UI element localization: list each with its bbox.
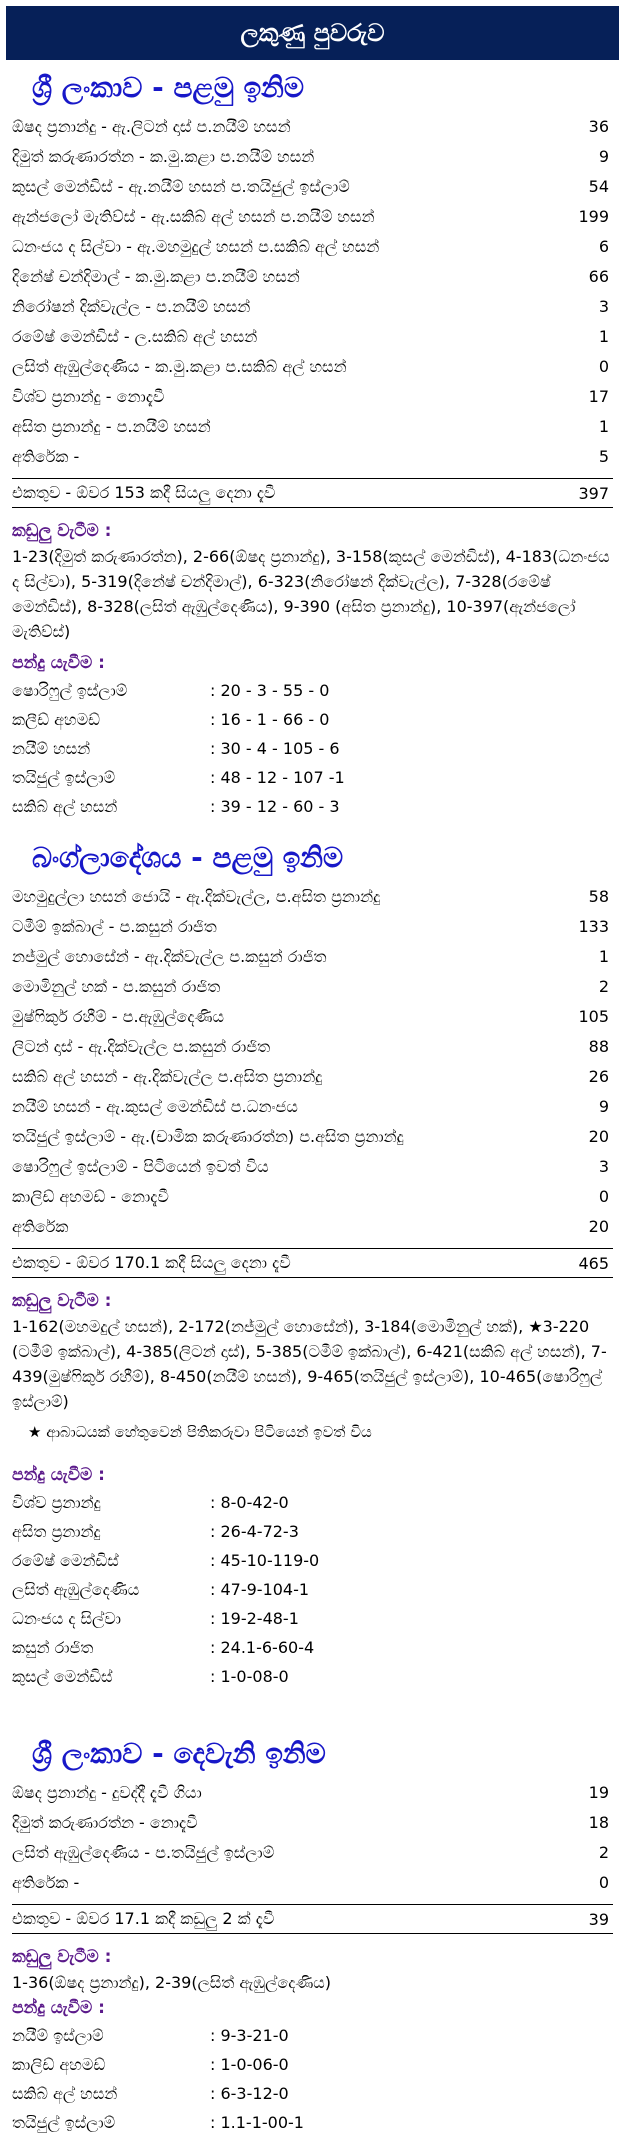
- innings-1: [12, 72, 613, 821]
- batting-row: ඕෂද ප්‍රනාන්දු - දුවද්දී දැවී ගියා 19: [12, 1783, 609, 1802]
- retired-hurt-note: ★ ආබාධයක් හේතුවෙන් පිතිකරුවා පිටියෙන් ඉවත් විය: [28, 1423, 372, 1441]
- bowling-heading: පන්දු යැවීම :: [12, 653, 105, 673]
- bowling-row: නයීම් ඉස්ලාම් : 9-3-21-0: [12, 2026, 289, 2045]
- innings-title: බංග්ලාදේශය - පළමු ඉනිම: [32, 841, 344, 874]
- scorecard-header: [6, 6, 619, 60]
- total-row: එකතුව - ඕවර 170.1 කදී සියලු දෙනා දැවී 465: [12, 1248, 613, 1278]
- batting-row: මහමුදුල්ලා හසන් ජොයි - ඇ.දික්වැල්ල, ප.අසිත ප්‍රනාන්දු 58: [12, 887, 609, 906]
- bowling-list: [12, 1488, 613, 1691]
- extras-row: අතිරේක - 0: [12, 1873, 609, 1892]
- innings-title: ශ්‍රී ලංකාව - පළමු ඉනිම: [32, 71, 305, 104]
- fall-of-wickets: 1-162(මහමදුල් හසන්), 2-172(නජ්මුල් හොසේන්), 3-184(මොමිනුල් හක්), ★3-220 (ටමීම් ඉක්බාල්), 4-385(ලිටන් දාස්), 5-385(ටමීම් ඉක්බාල්), 6-421(සකිබ් අල් හසන්), 7-439(මුෂ්ෆිකුර් රහීම්), 8-450(නයීම් හසන්), 9-465(තයිජුල් ඉස්ලාම්), 10-465(ෂොරිෆුල් ඉස්ලාම්): [12, 1317, 607, 1411]
- batting-row: ධනංජය ද සිල්වා - ඇ.මහමුදුල් හසන් ප.සකිබ් අල් හසන් 6: [12, 237, 609, 256]
- batting-row: ලසිත් ඇඹුල්දෙණිය - ප.තයිජුල් ඉස්ලාම් 2: [12, 1843, 609, 1862]
- fall-of-wickets: 1-36(ඕෂද ප්‍රනාන්දු), 2-39(ලසිත් ඇඹුල්දෙණිය): [12, 1973, 332, 1992]
- bowling-row: ෂොරිෆුල් ඉස්ලාම් : 20 - 3 - 55 - 0: [12, 681, 330, 700]
- bowling-row: සකිබ් අල් හසන් : 39 - 12 - 60 - 3: [12, 797, 340, 816]
- batting-row: මොමිනුල් හක් - ප.කසුන් රාජිත 2: [12, 977, 609, 996]
- batting-row: ඇන්ජලෝ මැතිව්ස් - ඇ.සකිබ් අල් හසන් ප.නයීම් හසන් 199: [12, 207, 609, 226]
- bowling-row: අසිත ප්‍රනාන්දු : 26-4-72-3: [12, 1522, 299, 1541]
- batting-row: කාලිඩ් අහමඩ් - නොදැවී 0: [12, 1187, 609, 1206]
- batting-list: [12, 1778, 613, 1898]
- innings-title: ශ්‍රී ලංකාව - දෙවැනි ඉනිම: [32, 1737, 326, 1770]
- batting-row: විශ්ව ප්‍රනාන්දු - නොදැවී 17: [12, 387, 609, 406]
- batting-row: නජ්මුල් හොසේන් - ඇ.දික්වැල්ල ප.කසුන් රාජිත 1: [12, 947, 609, 966]
- batting-row: දිමුත් කරුණාරත්න - නොදැවී 18: [12, 1813, 609, 1832]
- bowling-row: තයිජුල් ඉස්ලාම් : 1.1-1-00-1: [12, 2113, 304, 2132]
- bowling-row: කුසල් මෙන්ඩිස් : 1-0-08-0: [12, 1667, 289, 1686]
- batting-row: රමේෂ් මෙන්ඩිස් - ල.සකිබ් අල් හසන් 1: [12, 327, 609, 346]
- total-row: එකතුව - ඕවර 17.1 කදී කඩුලු 2 ක් දැවී 39: [12, 1904, 613, 1934]
- batting-list: [12, 112, 613, 472]
- fow-heading: කඩුලු වැටීම :: [12, 521, 112, 541]
- batting-row: ලිටන් දාස් - ඇ.දික්වැල්ල ප.කසුන් රාජිත 88: [12, 1037, 609, 1056]
- bowling-heading: පන්දු යැවීම :: [12, 1465, 105, 1485]
- batting-row: නිරෝෂන් දික්වැල්ල - ප.නයීම් හසන් 3: [12, 297, 609, 316]
- bowling-row: රමේෂ් මෙන්ඩිස් : 45-10-119-0: [12, 1551, 320, 1570]
- innings-2: [12, 842, 613, 1691]
- bowling-row: නයීම් හසන් : 30 - 4 - 105 - 6: [12, 739, 340, 758]
- bowling-row: විශ්ව ප්‍රනාන්දු : 8-0-42-0: [12, 1493, 289, 1512]
- total-row: එකතුව - ඕවර 153 කදී සියලු දෙනා දැවී 397: [12, 478, 613, 508]
- batting-row: කුසල් මෙන්ඩිස් - ඇ.නයීම් හසන් ප.තයිජුල් ඉස්ලාම් 54: [12, 177, 609, 196]
- batting-row: අසිත ප්‍රනාන්දු - ප.නයීම් හසන් 1: [12, 417, 609, 436]
- bowling-row: කලීඩ් අහමඩ් : 16 - 1 - 66 - 0: [12, 710, 330, 729]
- fow-heading: කඩුලු වැටීම :: [12, 1291, 112, 1311]
- bowling-list: [12, 676, 613, 821]
- fow-heading: කඩුලු වැටීම :: [12, 1947, 112, 1967]
- batting-row: ලසිත් ඇඹුල්දෙණිය - ක.මු.කළා ප.සකිබ් අල් හසන් 0: [12, 357, 609, 376]
- bowling-heading: පන්දු යැවීම :: [12, 1998, 105, 2018]
- extras-row: අතිරේක 20: [12, 1217, 609, 1236]
- innings-3: [12, 1738, 613, 2137]
- batting-row: සකිබ් අල් හසන් - ඇ.දික්වැල්ල ප.අසිත ප්‍රනාන්දු 26: [12, 1067, 609, 1086]
- batting-row: ටමීම් ඉක්බාල් - ප.කසුන් රාජිත 133: [12, 917, 609, 936]
- fall-of-wickets: 1-23(දිමුත් කරුණාරත්න), 2-66(ඕෂද ප්‍රනාන්දු), 3-158(කුසල් මෙන්ඩිස්), 4-183(ධනංජය ද සිල්වා), 5-319(දිනේෂ් චන්දිමාල්), 6-323(නිරෝෂන් දික්වැල්ල), 7-328(රමේෂ් මෙන්ඩිස්), 8-328(ලසිත් ඇඹුල්දෙණිය), 9-390 (අසිත ප්‍රනාන්දු), 10-397(ඇන්ජලෝ මැතිව්ස්): [12, 547, 610, 641]
- batting-row: දිමුත් කරුණාරත්න - ක.මු.කළා ප.නයීම් හසන් 9: [12, 147, 609, 166]
- bowling-row: ධනංජය ද සිල්වා : 19-2-48-1: [12, 1609, 299, 1628]
- batting-row: දිනේෂ් චන්දිමාල් - ක.මු.කළා ප.නයීම් හසන් 66: [12, 267, 609, 286]
- batting-list: [12, 882, 613, 1242]
- bowling-row: කසුන් රාජිත : 24.1-6-60-4: [12, 1638, 315, 1657]
- bowling-row: ලසිත් ඇඹුල්දෙණිය : 47-9-104-1: [12, 1580, 310, 1599]
- bowling-row: සකිබ් අල් හසන් : 6-3-12-0: [12, 2084, 289, 2103]
- extras-row: අතිරේක - 5: [12, 447, 609, 466]
- batting-row: ෂොරිෆුල් ඉස්ලාම් - පිටියෙන් ඉවත් විය 3: [12, 1157, 609, 1176]
- page-title: ලකුණු පුවරුව: [240, 19, 385, 47]
- batting-row: මුෂ්ෆිකුර් රහීම් - ප.ඇඹුල්දෙණිය 105: [12, 1007, 609, 1026]
- batting-row: නයීම් හසන් - ඇ.කුසල් මෙන්ඩිස් ප.ධනංජය 9: [12, 1097, 609, 1116]
- batting-row: තයිජුල් ඉස්ලාම් - ඇ.(චාමික කරුණාරත්න) ප.අසිත ප්‍රනාන්දු 20: [12, 1127, 609, 1146]
- bowling-list: [12, 2021, 613, 2137]
- bowling-row: කාලිඩ් අහමඩ් : 1-0-06-0: [12, 2055, 289, 2074]
- batting-row: ඕෂද ප්‍රනාන්දු - ඇ.ලිටන් දාස් ප.නයීම් හසන් 36: [12, 117, 609, 136]
- bowling-row: තයිජුල් ඉස්ලාම් : 48 - 12 - 107 -1: [12, 768, 345, 787]
